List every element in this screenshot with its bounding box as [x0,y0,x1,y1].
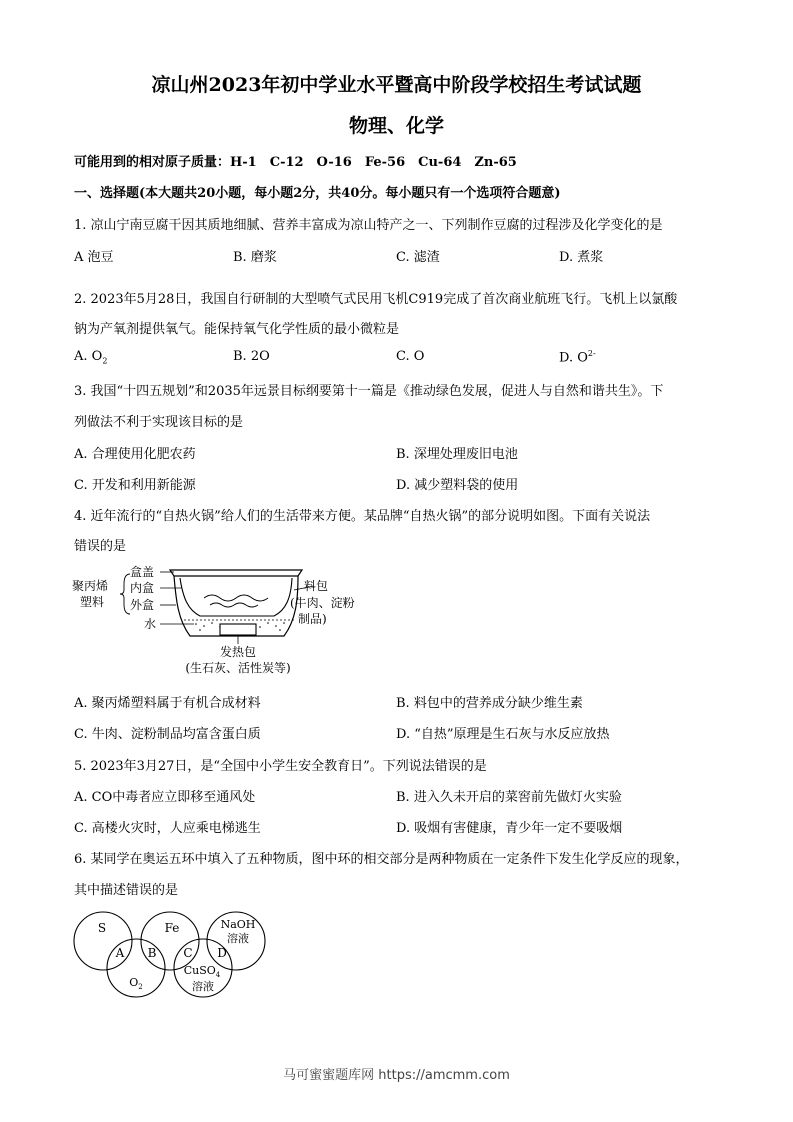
q1-option-a: A 泡豆 [74,250,114,265]
intersection-label-a: A [115,946,125,960]
q4-option-d: D. “自热”原理是生石灰与水反应放热 [396,727,610,742]
intersection-label-d: D [217,946,227,960]
q1-option-c: C. 滤渣 [396,250,440,265]
substance-naoh: NaOH [220,918,256,931]
food-pack-content-1: (牛肉、淀粉 [290,596,355,610]
question-2-stem-line1: 2. 2023年5月28日，我国自行研制的大型喷气式民用飞机C919完成了首次商业航班飞行。飞机上以氯酸 [74,292,678,307]
q2-option-c: C. O [396,349,425,364]
pp-label-2: 塑料 [80,595,105,609]
q2-option-d: D. $O^{2-}$ [559,349,596,366]
q4-option-b: B. 料包中的营养成分缺少维生素 [396,696,583,711]
pp-label-1: 聚丙烯 [72,579,109,593]
question-6-stem-line2: 其中描述错误的是 [74,883,179,898]
q5-option-b: B. 进入久未开启的菜窖前先做灯火实验 [396,790,622,805]
question-3-stem-line2: 列做法不利于实现该目标的是 [74,415,244,430]
heating-pack-content: (生石灰、活性炭等) [185,661,291,675]
substance-cuso4-solution: 溶液 [192,980,214,993]
q2-option-a: A. $O_2$ [74,349,108,366]
section-heading: 一、选择题(本大题共20小题，每小题2分，共40分。每小题只有一个选项符合题意) [74,186,561,201]
intersection-label-c: C [183,946,193,960]
q5-option-c: C. 高楼火灾时，人应乘电梯逃生 [74,821,261,836]
q4-option-c: C. 牛肉、淀粉制品均富含蛋白质 [74,727,261,742]
question-5-stem: 5. 2023年3月27日，是“全国中小学生安全教育日”。下列说法错误的是 [74,759,487,774]
q5-option-a: A. CO中毒者应立即移至通风处 [74,790,256,805]
intersection-label-b: B [147,946,157,960]
question-2-stem-line2: 钠为产氧剂提供氧气。能保持氧气化学性质的最小微粒是 [74,322,400,337]
food-pack-label: 料包 [303,579,329,593]
heating-pack-label: 发热包 [219,645,257,659]
substance-naoh-solution: 溶液 [227,932,249,945]
inner-box-label: 内盒 [130,581,155,595]
question-6-stem-line1: 6. 某同学在奥运五环中填入了五种物质，图中环的相交部分是两种物质在一定条件下发生化学反应的现象， [74,852,689,867]
outer-box-label: 外盒 [130,598,155,612]
q3-option-b: B. 深埋处理废旧电池 [396,447,518,462]
footer-watermark: 马可蜜蜜题库网 https://amcmm.com [283,1068,510,1083]
substance-s: S [97,921,107,935]
q1-option-d: D. 煮浆 [559,250,604,265]
substance-fe: Fe [164,921,180,935]
exam-title: 凉山州2023年初中学业水平暨高中阶段学校招生考试试题 [151,74,642,96]
q3-option-d: D. 减少塑料袋的使用 [396,478,519,493]
q4-option-a: A. 聚丙烯塑料属于有机合成材料 [74,696,261,711]
substance-o2: $O_2$ [129,976,143,991]
question-1-stem: 1. 凉山宁南豆腐干因其质地细腻、营养丰富成为凉山特产之一、下列制作豆腐的过程涉及化学变化的是 [74,218,663,233]
substance-cuso4: CuSO$_4$ [183,964,221,979]
question-3-stem-line1: 3. 我国“十四五规划”和2035年远景目标纲要第十一篇是《推动绿色发展，促进人与自然和谐共生》。下 [74,384,664,399]
q3-option-a: A. 合理使用化肥农药 [74,447,196,462]
q5-option-d: D. 吸烟有害健康，青少年一定不要吸烟 [396,821,623,836]
food-pack-content-2: 制品) [298,612,327,626]
question-4-stem-line2: 错误的是 [74,539,127,554]
q2-option-b: B. 2O [233,349,270,364]
hotpot-diagram [70,560,355,682]
olympic-rings-diagram [70,908,280,1000]
q1-option-b: B. 磨浆 [233,250,277,265]
exam-subtitle: 物理、化学 [348,115,444,137]
q3-option-c: C. 开发和利用新能源 [74,478,196,493]
atomic-masses: 可能用到的相对原子质量：H-1 C-12 O-16 Fe-56 Cu-64 Zn-65 [74,155,517,170]
question-4-stem-line1: 4. 近年流行的“自热火锅”给人们的生活带来方便。某品牌“自热火锅”的部分说明如图。下面有关说法 [74,509,651,524]
water-label: 水 [144,617,157,631]
lid-label: 盒盖 [130,565,155,579]
